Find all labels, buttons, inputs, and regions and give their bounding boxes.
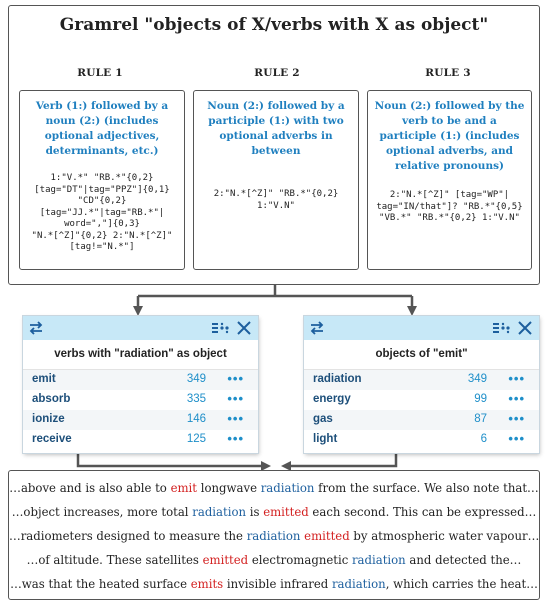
rule-3-description: Noun (2:) followed by the verb to be and a participle (1:) (includes optional adverbs, and relative pronouns) [374,100,525,172]
context-text: invisible infrared [223,577,332,591]
rule-3-card [367,90,532,270]
context-text: and detected the… [405,553,522,567]
context-text: from the surface. We also note that… [314,481,539,495]
list-item[interactable] [304,410,539,430]
row-word[interactable]: gas [313,413,333,425]
context-text: …above and is also able to [9,481,171,495]
rule-1-card [19,90,185,270]
row-word[interactable]: radiation [313,373,362,385]
panel-title: verbs with "radiation" as object [23,340,258,370]
row-frequency[interactable]: 349 [467,373,487,385]
list-item[interactable] [23,370,258,390]
objects-of-emit-panel [304,316,539,453]
rule-3-query: 2:"N.*[^Z]" [tag="WP"| tag="IN/that"]? "RB.*"{0,5} "VB.*" "RB.*"{0,2} 1:"V.N" [376,190,523,223]
more-options-icon[interactable]: ••• [508,391,525,406]
concordance-line [9,505,539,519]
row-word[interactable]: light [313,433,338,445]
close-icon[interactable] [517,320,533,336]
word-list [304,370,539,450]
view-options-icon[interactable] [212,322,230,334]
row-frequency[interactable]: 125 [186,433,206,445]
noun-keyword: radiation [351,553,406,567]
swap-arrows-icon[interactable] [28,320,44,336]
word-list [23,370,258,450]
rule-2-heading: RULE 2 [254,67,300,79]
context-text: …object increases, more total [11,505,193,519]
context-text: is [246,505,264,519]
split-connector [138,285,412,296]
gramrel-title: Gramrel "objects of X/verbs with X as object" [59,15,489,35]
view-options-icon[interactable] [493,322,511,334]
row-word[interactable]: energy [313,393,351,405]
verb-keyword: emits [190,577,224,591]
context-text: …radiometers designed to measure the [9,529,247,543]
more-options-icon[interactable]: ••• [508,411,525,426]
row-frequency[interactable]: 6 [480,433,487,445]
close-icon[interactable] [236,320,252,336]
list-item[interactable] [23,430,258,450]
verbs-with-radiation-panel [23,316,258,453]
row-word[interactable]: receive [32,433,72,445]
noun-keyword: radiation [331,577,386,591]
context-text: , which carries the heat… [385,577,538,591]
rule-3-heading: RULE 3 [425,67,471,79]
row-word[interactable]: emit [32,373,56,385]
panel-toolbar [23,316,258,340]
concordance-line [9,529,539,543]
more-options-icon[interactable]: ••• [227,371,244,386]
more-options-icon[interactable]: ••• [227,431,244,446]
more-options-icon[interactable]: ••• [508,431,525,446]
rule-2-card [193,90,359,270]
row-frequency[interactable]: 349 [186,373,206,385]
concordance-line [9,481,539,495]
row-frequency[interactable]: 87 [474,413,487,425]
more-options-icon[interactable]: ••• [227,411,244,426]
context-text: longwave [197,481,261,495]
concordance-line [9,577,539,591]
list-item[interactable] [23,390,258,410]
panel-toolbar [304,316,539,340]
verb-keyword: emitted [202,553,249,567]
noun-keyword: radiation [246,529,301,543]
rule-1-query: 1:"V.*" "RB.*"{0,2} [tag="DT"|tag="PPZ"]{0,1} "CD"{0,2} [tag="JJ.*"|tag="RB.*"| word=","]{0,3} "N.*[^Z]"{0,2} 2:"N.*[^Z]" [tag!="N.*"] [31,173,173,252]
swap-arrows-icon[interactable] [309,320,325,336]
row-frequency[interactable]: 146 [186,413,206,425]
panel-title: objects of "emit" [304,340,539,370]
list-item[interactable] [304,430,539,450]
verb-keyword: emit [170,481,197,495]
verb-keyword: emitted [263,505,309,519]
rule-1-description: Verb (1:) followed by a noun (2:) (includes optional adjectives, determinants, etc.) [35,100,169,157]
context-text: …of altitude. These satellites [26,553,203,567]
noun-keyword: radiation [192,505,247,519]
rule-2-description: Noun (2:) followed by a participle (1:) with two optional adverbs in between [207,100,345,157]
list-item[interactable] [304,390,539,410]
context-text: by atmospheric water vapour… [349,529,540,543]
noun-keyword: radiation [260,481,315,495]
concordance-box [8,470,540,600]
rule-2-query: 2:"N.*[^Z]" "RB.*"{0,2} 1:"V.N" [213,189,339,211]
context-text: …was that the heated surface [10,577,191,591]
context-text: electromagnetic [248,553,352,567]
list-item[interactable] [23,410,258,430]
row-frequency[interactable]: 335 [186,393,206,405]
more-options-icon[interactable]: ••• [227,391,244,406]
gramrel-definition-box [8,5,540,285]
row-word[interactable]: ionize [32,413,65,425]
more-options-icon[interactable]: ••• [508,371,525,386]
row-frequency[interactable]: 99 [474,393,487,405]
context-text: each second. This can be expressed… [308,505,537,519]
list-item[interactable] [304,370,539,390]
verb-keyword: emitted [304,529,350,543]
row-word[interactable]: absorb [32,393,71,405]
rule-1-heading: RULE 1 [77,67,123,79]
concordance-line [9,553,539,567]
